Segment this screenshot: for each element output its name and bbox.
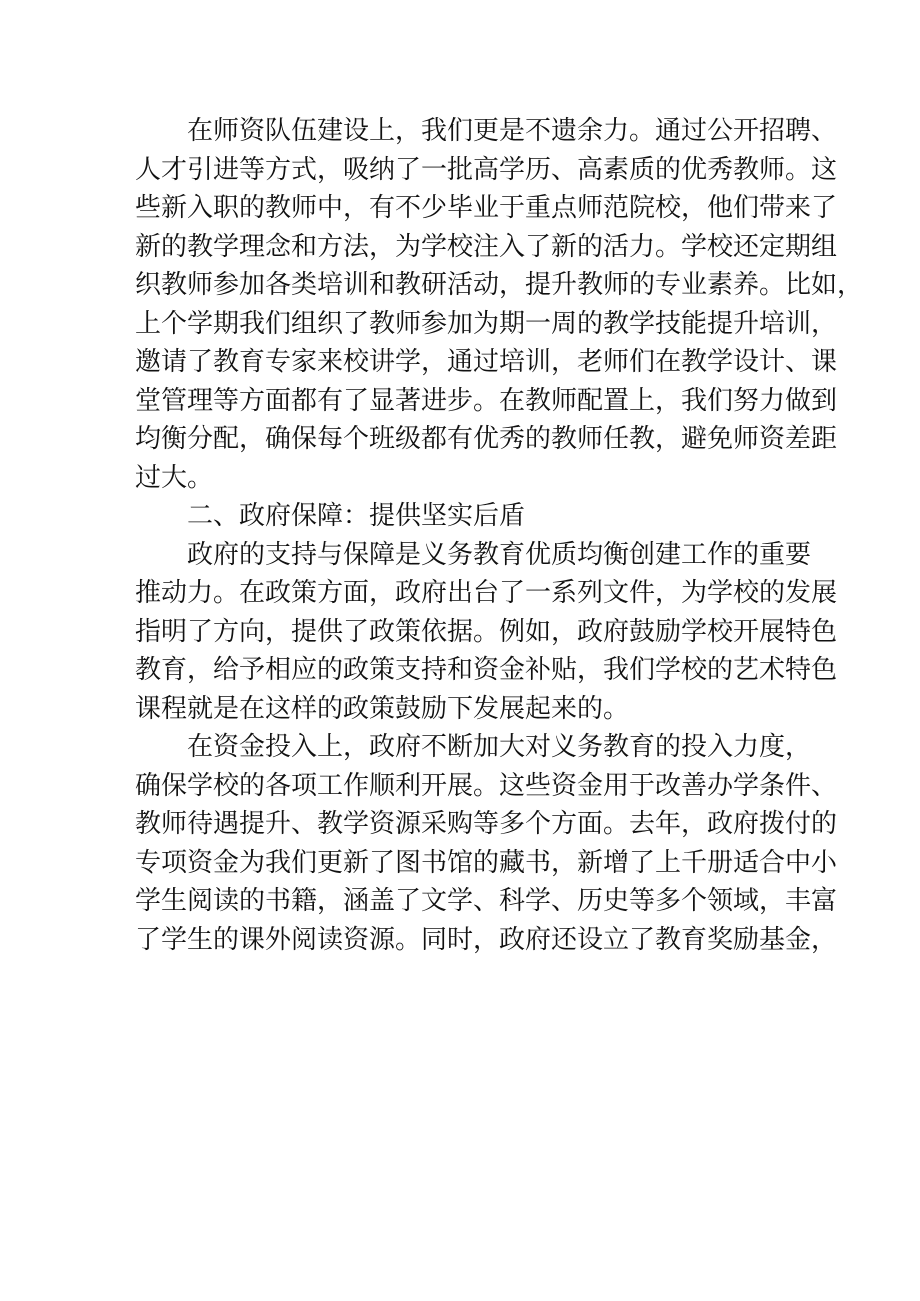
- text-line: 织教师参加各类培训和教研活动，提升教师的专业素养。比如，: [135, 270, 864, 300]
- text-line: 均衡分配，确保每个班级都有优秀的教师任教，避免师资差距: [135, 424, 838, 454]
- paragraph-government: [135, 536, 838, 729]
- text-line: 上个学期我们组织了教师参加为期一周的教学技能提升培训，: [135, 308, 838, 339]
- text-line: 指明了方向，提供了政策依据。例如，政府鼓励学校开展特色: [135, 616, 838, 647]
- body-text: [135, 112, 864, 959]
- text-line: 堂管理等方面都有了显著进步。在教师配置上，我们努力做到: [135, 385, 838, 416]
- text-line: 教育，给予相应的政策支持和资金补贴，我们学校的艺术特色: [135, 655, 838, 685]
- text-line: 人才引进等方式，吸纳了一批高学历、高素质的优秀教师。这: [135, 154, 838, 185]
- heading-text: 二、政府保障：提供坚实后盾: [187, 501, 526, 531]
- text-line: 了学生的课外阅读资源。同时，政府还设立了教育奖励基金，: [135, 924, 838, 955]
- text-line: 政府的支持与保障是义务教育优质均衡创建工作的重要: [187, 539, 812, 570]
- text-line: 邀请了教育专家来校讲学，通过培训，老师们在教学设计、课: [135, 347, 838, 377]
- text-line: 专项资金为我们更新了图书馆的藏书，新增了上千册适合中小: [135, 847, 838, 878]
- text-line: 确保学校的各项工作顺利开展。这些资金用于改善办学条件、: [135, 770, 838, 801]
- paragraph-teachers: [135, 112, 864, 497]
- text-line: 学生阅读的书籍，涵盖了文学、科学、历史等多个领域，丰富: [135, 886, 838, 916]
- section-heading: [135, 497, 795, 536]
- text-line: 推动力。在政策方面，政府出台了一系列文件，为学校的发展: [135, 578, 838, 608]
- text-line: 在师资队伍建设上，我们更是不遗余力。通过公开招聘、: [187, 116, 838, 146]
- text-line: 课程就是在这样的政策鼓励下发展起来的。: [135, 693, 630, 724]
- paragraph-funding: [135, 728, 838, 959]
- text-line: 过大。: [135, 462, 214, 493]
- text-line: 些新入职的教师中，有不少毕业于重点师范院校，他们带来了: [135, 193, 838, 223]
- text-line: 教师待遇提升、教学资源采购等多个方面。去年，政府拨付的: [135, 809, 838, 839]
- text-line: 在资金投入上，政府不断加大对义务教育的投入力度，: [187, 732, 812, 762]
- text-line: 新的教学理念和方法，为学校注入了新的活力。学校还定期组: [135, 231, 838, 262]
